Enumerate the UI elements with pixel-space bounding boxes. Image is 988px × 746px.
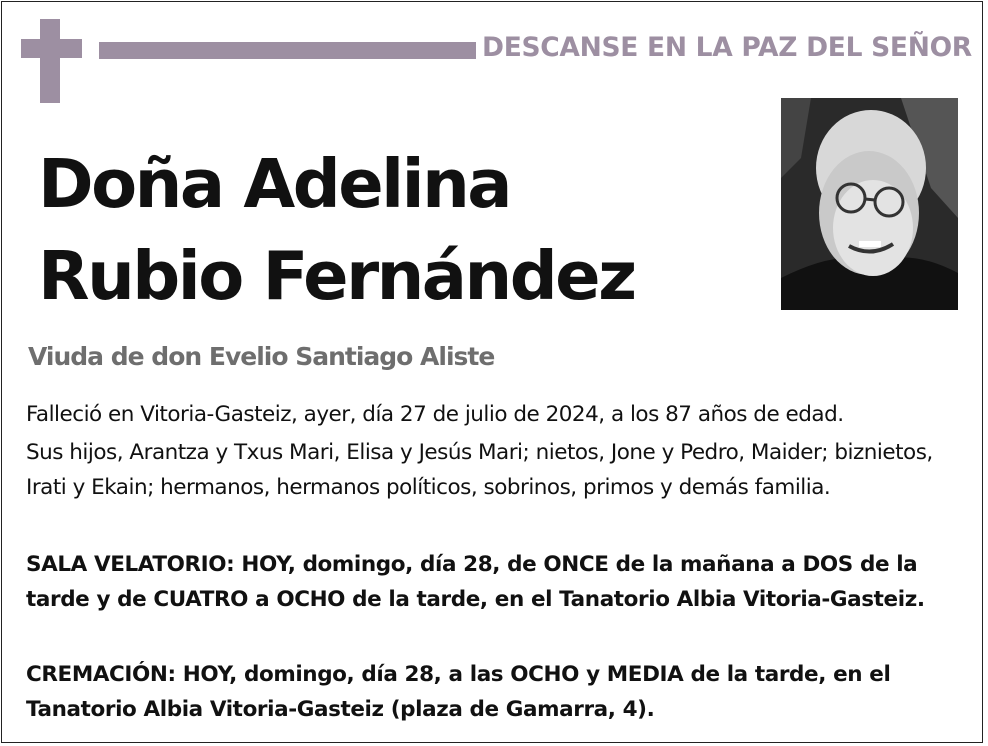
cremation-details: CREMACIÓN: HOY, domingo, día 28, a las OCHO y MEDIA de la tarde, en el Tanatorio Albia Vitoria-Gasteiz (plaza de Gamarra, 4). (26, 662, 891, 722)
family-list: Sus hijos, Arantza y Txus Mari, Elisa y Jesús Mari; nietos, Jone y Pedro, Maider; biznietos, Irati y Ekain; hermanos, hermanos políticos, sobrinos, primos y demás familia. (26, 440, 933, 500)
name-line-2: Rubio Fernández (38, 237, 635, 315)
wake-details: SALA VELATORIO: HOY, domingo, día 28, de ONCE de la mañana a DOS de la tarde y de CUATRO a OCHO de la tarde, en el Tanatorio Albia Vitoria-Gasteiz. (26, 552, 925, 612)
header-rule (99, 42, 476, 59)
deceased-name (38, 138, 635, 322)
header-tagline: DESCANSE EN LA PAZ DEL SEÑOR (482, 32, 972, 63)
obituary-card (1, 1, 983, 743)
name-line-1: Doña Adelina (38, 145, 510, 223)
cross-icon (40, 19, 60, 103)
cross-icon-bar (21, 39, 82, 58)
portrait-photo (781, 98, 958, 310)
death-notice: Falleció en Vitoria-Gasteiz, ayer, día 27 de julio de 2024, a los 87 años de edad. (26, 402, 844, 427)
widow-subtitle: Viuda de don Evelio Santiago Aliste (28, 342, 495, 371)
